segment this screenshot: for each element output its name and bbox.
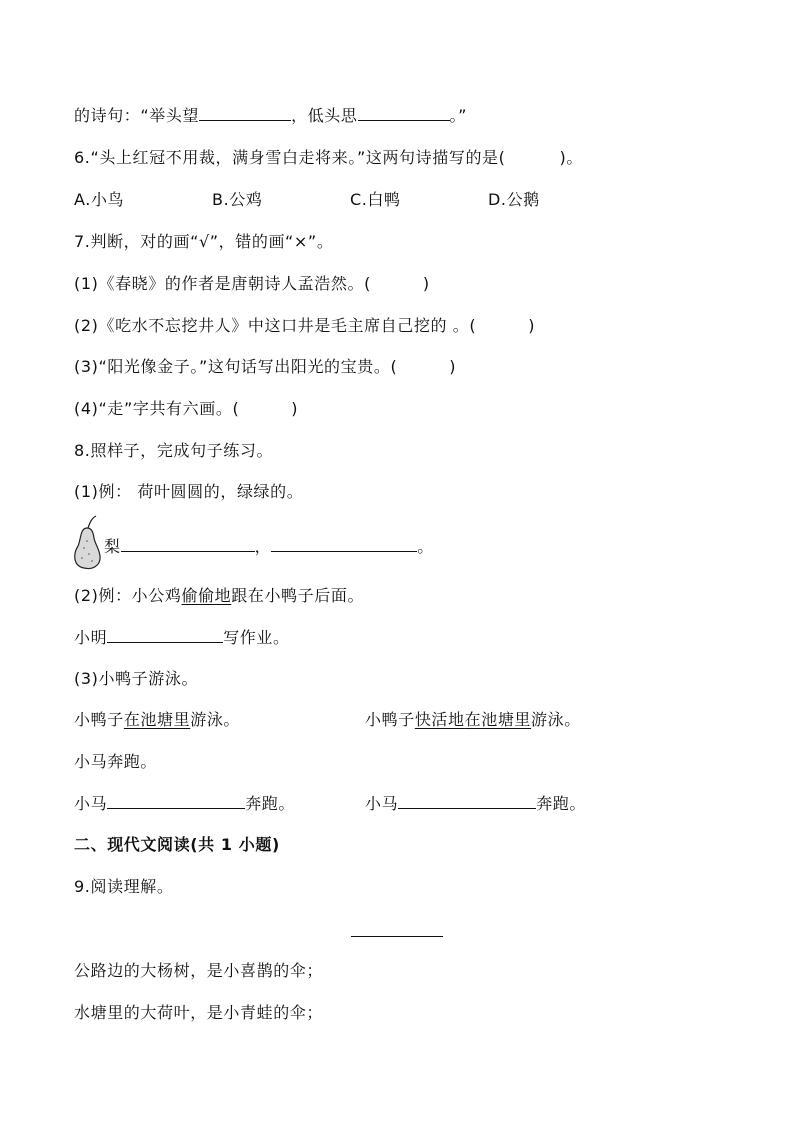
q7-item-4-text: (4)“走”字共有六画。( bbox=[74, 399, 240, 418]
q8-part2-fill-prefix: 小明 bbox=[74, 628, 108, 647]
q8-part1-blank-2[interactable] bbox=[271, 535, 417, 552]
q8-part3-b3: 在池塘里 bbox=[464, 710, 532, 729]
q5-suffix: 。” bbox=[449, 106, 467, 125]
q5-blank-2[interactable] bbox=[358, 104, 450, 121]
q8-part1-example: (1)例： 荷叶圆圆的，绿绿的。 bbox=[74, 482, 304, 501]
section-2-heading: 二、现代文阅读(共 1 小题) bbox=[74, 835, 280, 854]
q7-item-2-text: (2)《吃水不忘挖井人》中这口井是毛主席自己挖的 。( bbox=[74, 316, 477, 335]
passage-line-2: 水塘里的大荷叶，是小青蛙的伞； bbox=[74, 1003, 324, 1022]
q8-part2-underlined: 偷偷地 bbox=[181, 586, 232, 605]
q8-part3-b1: 小鸭子 bbox=[365, 710, 415, 729]
q6-stem-text: 6.“头上红冠不用裁，满身雪白走将来。”这两句诗描写的是( bbox=[74, 148, 506, 167]
q8-part2-blank[interactable] bbox=[107, 626, 223, 643]
q7-item-1-close: ) bbox=[422, 274, 430, 293]
q7-item-1-text: (1)《春晓》的作者是唐朝诗人孟浩然。( bbox=[74, 274, 371, 293]
q6-option-d[interactable]: D.公鹅 bbox=[488, 190, 540, 209]
q5-mid: ，低头思 bbox=[291, 106, 358, 125]
q8-part1-blank-1[interactable] bbox=[121, 535, 255, 552]
q8-part3-h3: 小马 bbox=[365, 794, 399, 813]
q7-item-2 bbox=[74, 315, 535, 337]
q8-pear-word: 梨 bbox=[104, 537, 121, 556]
q5-blank-1[interactable] bbox=[199, 104, 291, 121]
q7-item-3-close: ) bbox=[449, 357, 457, 376]
q8-part3-a2: 在池塘里 bbox=[123, 710, 191, 729]
q8-part3-blank-1[interactable] bbox=[107, 792, 245, 809]
q8-part3-fill-b bbox=[365, 792, 586, 815]
q8-stem: 8.照样子，完成句子练习。 bbox=[74, 441, 274, 460]
q7-item-3-text: (3)“阳光像金子。”这句话写出阳光的宝贵。( bbox=[74, 357, 398, 376]
q8-part3-fill-a bbox=[74, 792, 295, 815]
q8-part3-h1: 小马 bbox=[74, 794, 108, 813]
q5-prefix: 的诗句：“举头望 bbox=[74, 106, 200, 125]
q8-part3-example-b bbox=[365, 709, 581, 731]
q8-part2-prefix: (2)例：小公鸡 bbox=[74, 586, 182, 605]
q8-part3-blank-2[interactable] bbox=[398, 792, 536, 809]
q8-part1-fill bbox=[104, 535, 434, 558]
q6-close: )。 bbox=[559, 148, 583, 167]
passage-line-1: 公路边的大杨树，是小喜鹊的伞； bbox=[74, 961, 324, 980]
q8-part1-comma: ， bbox=[254, 537, 272, 556]
pear-icon bbox=[70, 514, 104, 570]
q8-part3-example-a bbox=[74, 709, 240, 731]
q8-part2-suffix: 跟在小鸭子后面。 bbox=[231, 586, 365, 605]
q8-part3-h4: 奔跑。 bbox=[536, 794, 587, 813]
q7-item-3 bbox=[74, 356, 456, 378]
q8-part3-h2: 奔跑。 bbox=[245, 794, 296, 813]
q8-part3-horse: 小马奔跑。 bbox=[74, 752, 158, 771]
q9-stem: 9.阅读理解。 bbox=[74, 877, 174, 896]
q6-option-c[interactable]: C.白鸭 bbox=[350, 190, 401, 209]
q7-item-2-close: ) bbox=[528, 316, 536, 335]
passage-title-rule[interactable] bbox=[351, 936, 443, 937]
q6-options bbox=[74, 189, 626, 211]
q8-part1-end: 。 bbox=[417, 537, 434, 556]
q7-item-4 bbox=[74, 398, 298, 420]
q8-part3-b4: 游泳。 bbox=[531, 710, 581, 729]
q7-item-1 bbox=[74, 273, 430, 295]
q6-option-b[interactable]: B.公鸡 bbox=[212, 190, 263, 209]
q6-stem bbox=[74, 147, 583, 169]
q6-option-a[interactable]: A.小鸟 bbox=[74, 190, 125, 209]
q8-part3-b2: 快活地 bbox=[414, 710, 465, 729]
q7-stem: 7.判断，对的画“√”，错的画“×”。 bbox=[74, 232, 334, 251]
q8-part2-fill bbox=[74, 626, 290, 649]
q8-part3-title: (3)小鸭子游泳。 bbox=[74, 669, 199, 688]
q5-poem-line bbox=[74, 104, 467, 127]
q7-item-4-close: ) bbox=[291, 399, 299, 418]
q8-part2-fill-suffix: 写作业。 bbox=[223, 628, 290, 647]
q8-part2-example bbox=[74, 585, 364, 607]
q8-part3-a3: 游泳。 bbox=[190, 710, 241, 729]
q8-part3-a1: 小鸭子 bbox=[74, 710, 124, 729]
